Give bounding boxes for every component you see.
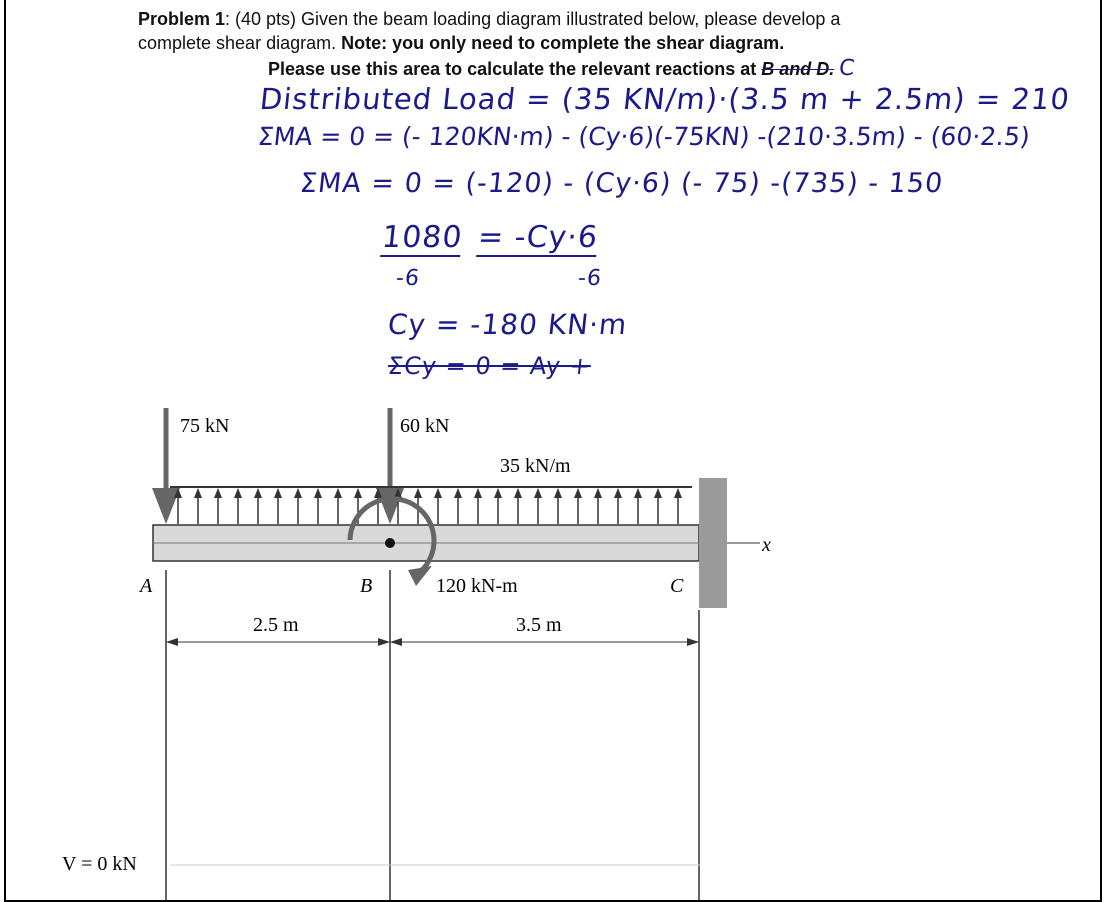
- problem-label: Problem 1: [138, 9, 226, 29]
- distributed-load-label: 35 kN/m: [500, 455, 571, 477]
- distributed-load-arrowhead: [334, 488, 342, 498]
- work-line-6: Cy = -180 KN·m: [386, 308, 630, 341]
- distributed-load-arrowhead: [234, 488, 242, 498]
- moment-point: [385, 538, 395, 548]
- x-axis-label: x: [762, 534, 771, 556]
- dim-arrow-c: [687, 638, 699, 646]
- distributed-load-arrowhead: [454, 488, 462, 498]
- distributed-load-arrowhead: [414, 488, 422, 498]
- line2-text: complete shear diagram.: [138, 33, 342, 53]
- distributed-load-arrowhead: [474, 488, 482, 498]
- distributed-load-arrowhead: [534, 488, 542, 498]
- distributed-load-arrowhead: [654, 488, 662, 498]
- distributed-load-arrowhead: [594, 488, 602, 498]
- instruction-text: Please use this area to calculate the relevant reactions at: [268, 59, 762, 79]
- distributed-load-arrowhead: [674, 488, 682, 498]
- distributed-load-arrowhead: [254, 488, 262, 498]
- distributed-load-arrowhead: [274, 488, 282, 498]
- load-label-a: 75 kN: [180, 415, 230, 437]
- work-line-1: Distributed Load = (35 KN/m)·(3.5 m + 2.5m) = 210: [258, 82, 1072, 116]
- work-line-4-right: = -Cy·6: [476, 220, 600, 255]
- distributed-load-arrowhead: [194, 488, 202, 498]
- point-label-a: A: [140, 575, 153, 597]
- moment-label: 120 kN-m: [436, 575, 518, 597]
- distributed-load-arrowhead: [614, 488, 622, 498]
- dim-arrow-b-right: [390, 638, 402, 646]
- moment-arrowhead: [408, 566, 432, 586]
- dim-arrow-b-left: [378, 638, 390, 646]
- work-line-7-struck: ΣCy = 0 = Ay +: [386, 352, 593, 380]
- work-line-5-right: -6: [576, 266, 604, 291]
- work-line-3: ΣMA = 0 = (-120) - (Cy·6) (- 75) -(735) - 150: [298, 168, 945, 199]
- work-line-5-left: -6: [394, 266, 422, 291]
- fixed-wall: [699, 478, 727, 608]
- load-arrowhead-a: [152, 488, 180, 524]
- work-line-4-left: 1080: [380, 220, 465, 255]
- load-label-b: 60 kN: [400, 415, 450, 437]
- distributed-load-arrowhead: [214, 488, 222, 498]
- dim-arrow-a: [166, 638, 178, 646]
- point-label-b: B: [360, 575, 373, 597]
- distributed-load-arrowhead: [354, 488, 362, 498]
- shear-zero-label: V = 0 kN: [62, 853, 137, 875]
- work-line-2: ΣMA = 0 = (- 120KN·m) - (Cy·6)(-75KN) -(210·3.5m) - (60·2.5): [256, 122, 1032, 151]
- distributed-load-arrowhead: [634, 488, 642, 498]
- problem-text: : (40 pts) Given the beam loading diagram illustrated below, please develop a: [225, 9, 841, 29]
- distributed-load-arrowhead: [494, 488, 502, 498]
- span-label-ab: 2.5 m: [253, 614, 299, 636]
- instruction-handwritten: C: [838, 56, 858, 81]
- distributed-load-arrowhead: [314, 488, 322, 498]
- instruction-struck: B and D.: [761, 59, 835, 79]
- span-label-bc: 3.5 m: [516, 614, 562, 636]
- distributed-load-arrowhead: [574, 488, 582, 498]
- distributed-load-arrowhead: [434, 488, 442, 498]
- distributed-load-arrowhead: [294, 488, 302, 498]
- note-bold: Note: you only need to complete the shear diagram.: [341, 33, 785, 53]
- distributed-load-arrowhead: [514, 488, 522, 498]
- distributed-load-arrowhead: [554, 488, 562, 498]
- point-label-c: C: [670, 575, 684, 597]
